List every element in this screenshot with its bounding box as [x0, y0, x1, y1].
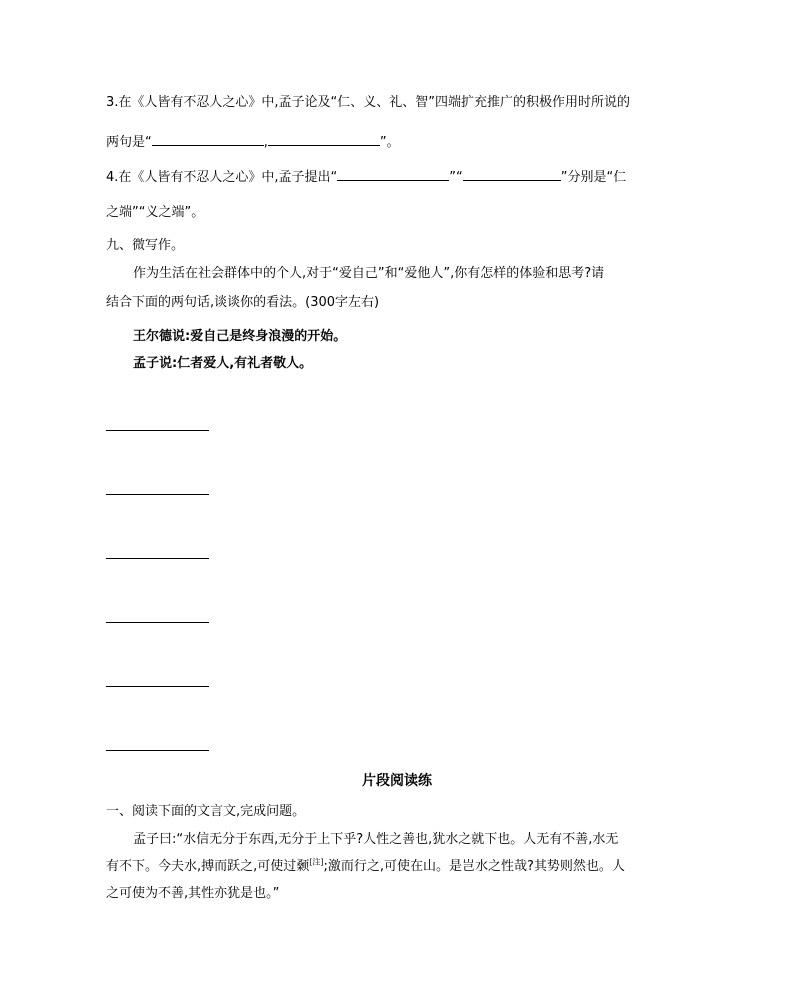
question-4-line-2	[106, 204, 204, 222]
answer-blank[interactable]	[268, 133, 380, 146]
footnote-marker[interactable]: [注]	[309, 857, 324, 867]
quote-wilde	[133, 328, 346, 346]
section-9-prompt-text: 作为生活在社会群体中的个人,对于“爱自己”和“爱他人”,你有怎样的体验和思考?请	[133, 266, 605, 281]
section-9-heading	[106, 237, 184, 255]
quote-mencius	[133, 355, 312, 373]
writing-line[interactable]	[106, 622, 209, 623]
question-3-prefix: 两句是“	[106, 135, 152, 150]
writing-line[interactable]	[106, 750, 209, 751]
question-4-suffix: ”分别是“仁	[560, 170, 627, 185]
passage-text: 孟子曰:“水信无分于东西,无分于上下乎?人性之善也,犹水之就下也。人无有不善,水无	[133, 832, 619, 847]
writing-line[interactable]	[106, 558, 209, 559]
answer-blank[interactable]	[463, 168, 561, 181]
question-4-line-1	[106, 168, 626, 187]
section-9-heading-text: 九、微写作。	[106, 238, 185, 253]
question-3-suffix: ”。	[379, 135, 400, 150]
question-4-separator: ”“	[449, 170, 463, 185]
passage-text: 之可使为不善,其性亦犹是也。”	[106, 886, 280, 901]
question-3-separator: ,	[263, 135, 268, 150]
answer-blank[interactable]	[152, 133, 264, 146]
writing-line[interactable]	[106, 494, 209, 495]
section-title: 片段阅读练	[362, 773, 432, 789]
reading-question-1-heading	[106, 803, 305, 821]
quote-mencius-text: 孟子说:仁者爱人,有礼者敬人。	[133, 356, 313, 371]
passage-line-2	[106, 858, 625, 876]
question-4-prefix: 4.在《人皆有不忍人之心》中,孟子提出“	[106, 170, 338, 185]
writing-line[interactable]	[106, 430, 209, 431]
section-9-prompt-text: 结合下面的两句话,谈谈你的看法。(300字左右)	[106, 295, 380, 310]
section-9-prompt-line-1	[133, 265, 604, 283]
question-4-text: 之端”“义之端”。	[106, 205, 205, 220]
passage-line-1	[133, 831, 618, 849]
passage-text: ;激而行之,可使在山。是岂水之性哉?其势则然也。人	[323, 859, 625, 874]
answer-blank[interactable]	[337, 168, 449, 181]
quote-wilde-text: 王尔德说:爱自己是终身浪漫的开始。	[133, 329, 347, 344]
question-3-line-1	[106, 94, 630, 112]
reading-question-1-text: 一、阅读下面的文言文,完成问题。	[106, 804, 306, 819]
writing-line[interactable]	[106, 686, 209, 687]
passage-text: 有不下。今夫水,搏而跃之,可使过颡	[106, 859, 310, 874]
section-9-prompt-line-2	[106, 294, 379, 312]
passage-line-3	[106, 885, 279, 903]
question-3-line-2	[106, 133, 400, 152]
question-3-text: 3.在《人皆有不忍人之心》中,孟子论及“仁、义、礼、智”四端扩充推广的积极作用时所说的	[106, 95, 631, 110]
